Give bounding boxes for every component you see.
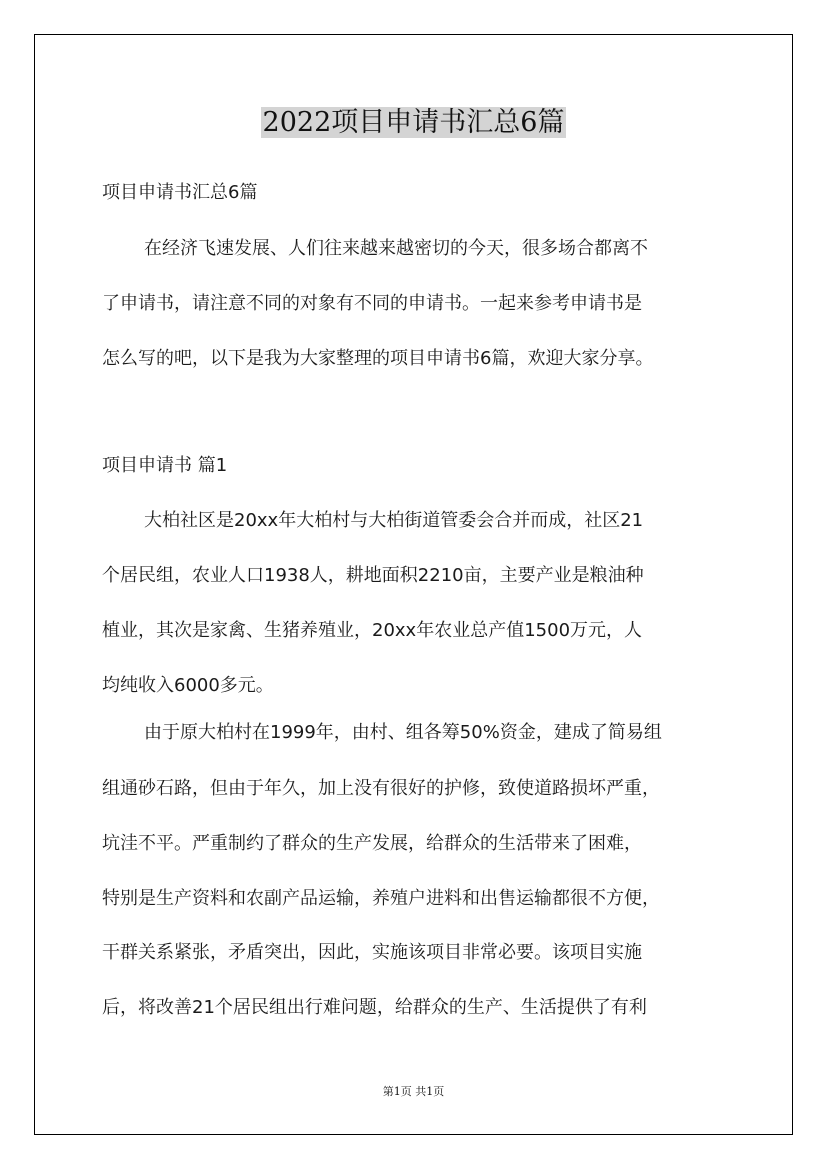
paragraph2-line-5: 干群关系紧张，矛盾突出，因此，实施该项目非常必要。该项目实施 [102, 942, 642, 963]
paragraph2-line-1: 由于原大柏村在1999年，由村、组各筹50%资金，建成了简易组 [144, 722, 662, 743]
document-subtitle: 项目申请书汇总6篇 [102, 182, 258, 203]
section-heading: 项目申请书 篇1 [102, 455, 228, 476]
paragraph2-line-3: 坑洼不平。严重制约了群众的生产发展，给群众的生活带来了困难， [102, 833, 642, 854]
paragraph1-line-4: 均纯收入6000多元。 [102, 675, 274, 696]
paragraph1-line-2: 个居民组，农业人口1938人，耕地面积2210亩，主要产业是粮油种 [102, 565, 644, 586]
paragraph2-line-2: 组通砂石路，但由于年久，加上没有很好的护修，致使道路损坏严重， [102, 778, 660, 799]
paragraph2-line-4: 特别是生产资料和农副产品运输，养殖户进料和出售运输都很不方便， [102, 888, 660, 909]
paragraph1-line-1: 大柏社区是20xx年大柏村与大柏街道管委会合并而成，社区21 [144, 510, 644, 531]
intro-line-3: 怎么写的吧，以下是我为大家整理的项目申请书6篇，欢迎大家分享。 [102, 348, 654, 369]
page-number: 第1页 共1页 [382, 1085, 445, 1098]
paragraph1-line-3: 植业，其次是家禽、生猪养殖业，20xx年农业总产值1500万元，人 [102, 620, 643, 641]
intro-line-2: 了申请书，请注意不同的对象有不同的申请书。一起来参考申请书是 [102, 293, 642, 314]
intro-line-1: 在经济飞速发展、人们往来越来越密切的今天，很多场合都离不 [144, 238, 648, 259]
paragraph2-line-6: 后，将改善21个居民组出行难问题，给群众的生产、生活提供了有利 [102, 997, 647, 1018]
document-title: 2022项目申请书汇总6篇 [262, 107, 565, 138]
